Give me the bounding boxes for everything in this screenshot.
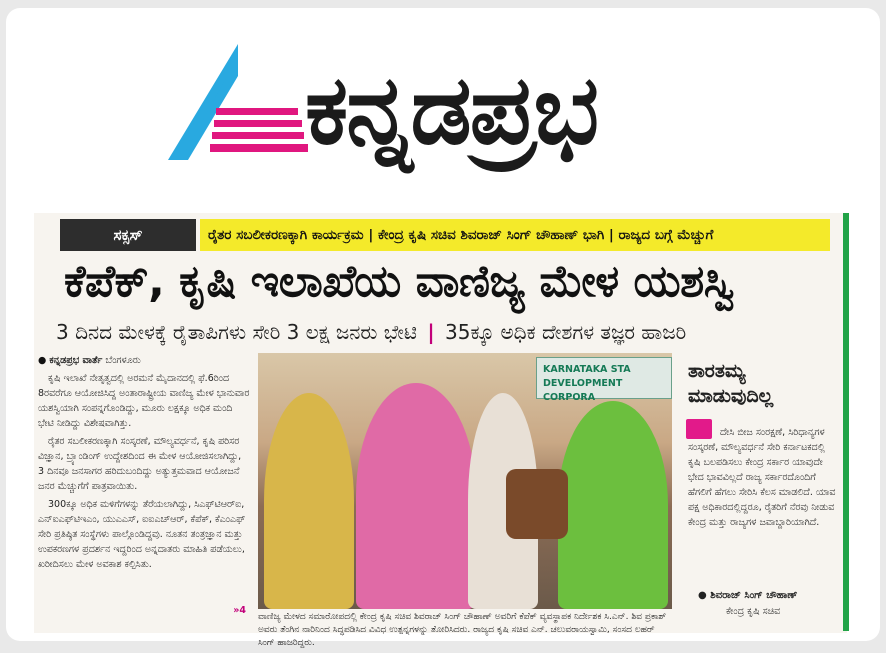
sidebar-signature: ● ಶಿವರಾಜ್ ಸಿಂಗ್ ಚೌಹಾಣ್ (698, 590, 798, 601)
continued-marker: »4 (233, 605, 246, 616)
article-body (38, 353, 250, 628)
sidebar-body: ದೇಸಿ ಬೀಜ ಸಂರಕ್ಷಣೆ, ಸಿರಿಧಾನ್ಯಗಳ ಸಂಸ್ಕರಣೆ, ಮೌಲ್ಯವರ್ಧನೆ ಸೇರಿ ಕರ್ನಾಟಕದಲ್ಲಿ ಕೃಷಿ ಬಲಪಡಿಸಲು ಕೇಂದ್ರ ಸರ್ಕಾರ ಯಾವುದೇ ಭೇದ ಭಾವವಿಲ್ಲದೆ ರಾಜ್ಯ ಸರ್ಕಾರದೊಂದಿಗೆ ಹೆಗಲಿಗೆ ಹೆಗಲು ಸೇರಿಸಿ ಕೆಲಸ ಮಾಡಲಿದೆ. ಯಾವ ಪಕ್ಷ ಅಧಿಕಾರದಲ್ಲಿದ್ದರೂ, ರೈತರಿಗೆ ನೆರವು ನೀಡುವ ಕೇಂದ್ರ ಮತ್ತು ರಾಜ್ಯಗಳ ಜವಾಬ್ದಾರಿಯಾಗಿದೆ. (688, 427, 836, 528)
green-rule (843, 213, 849, 631)
kicker-tag: ಸಕ್ಸಸ್ (60, 219, 196, 251)
news-photo (258, 353, 672, 609)
headline: ಕೆಪೆಕ್, ಕೃಷಿ ಇಲಾಖೆಯ ವಾಣಿಜ್ಯ ಮೇಳ ಯಶಸ್ವಿ (64, 256, 735, 307)
newspaper-clipping (34, 213, 847, 648)
byline: ಕನ್ನಡಪ್ರಭ ವಾರ್ತೆ (49, 355, 103, 366)
photo-banner (536, 357, 672, 403)
kicker-text: ರೈತರ ಸಬಲೀಕರಣಕ್ಕಾಗಿ ಕಾರ್ಯಕ್ರಮ | ಕೇಂದ್ರ ಕೃಷಿ ಸಚಿವ ಶಿವರಾಜ್ ಸಿಂಗ್ ಚೌಹಾಣ್ ಭಾಗಿ | ರಾಜ್ಯದ ಬಗ್ಗೆ ಮೆಚ್ಚುಗೆ (200, 219, 830, 251)
paragraph-3: 300ಕ್ಕೂ ಅಧಿಕ ಮಳಿಗೆಗಳನ್ನು ತೆರೆಯಲಾಗಿದ್ದು, ಸಿಎಫ್‌ಟಿಆರ್‌ಐ, ಎನ್‌ಐಎಫ್‌ಟಿಇಎಂ, ಯುಎಎಸ್, ಐಐಎಚ್‌ಆರ್, ಕೆಪೆಕ್, ಕೆಎಂಎಫ್ ಸೇರಿ ಪ್ರತಿಷ್ಠಿತ ಸಂಸ್ಥೆಗಳು ಪಾಲ್ಗೊಂಡಿದ್ದವು. ನೂತನ ತಂತ್ರಜ್ಞಾನ ಮತ್ತು ಉಪಕರಣಗಳ ಪ್ರದರ್ಶನ ಇದ್ದರಿಂದ ಅನ್ನದಾತರು ಮಾಹಿತಿ ಪಡೆಯಲು, ಖರೀದಿಸಲು ಮೇಳ ಅವಕಾಶ ಕಲ್ಪಿಸಿತು. (38, 499, 246, 570)
kicker-row (34, 219, 834, 251)
person-center (356, 383, 476, 609)
subhead-part2: 35ಕ್ಕೂ ಅಧಿಕ ದೇಶಗಳ ತಜ್ಞರ ಹಾಜರಿ (445, 320, 687, 344)
paragraph-2: ರೈತರ ಸಬಲೀಕರಣಕ್ಕಾಗಿ ಸಂಸ್ಕರಣೆ, ಮೌಲ್ಯವರ್ಧನೆ, ಕೃಷಿ ಪರಿಸರ ವಿಜ್ಞಾನ, ಬ್ರ್ಯಾಂಡಿಂಗ್ ಉದ್ದೇಶದಿಂದ ಈ ಮೇಳ ಆಯೋಜಿಸಲಾಗಿದ್ದು, 3 ದಿನವೂ ಜನಸಾಗರ ಹರಿದುಬಂದಿದ್ದು ಅತ್ಯುತ್ತಮವಾದ ಆಯೋಜನೆ ಜನರ ಮೆಚ್ಚುಗೆಗೆ ಪಾತ್ರವಾಯಿತು. (38, 436, 242, 492)
sidebar-quote (678, 353, 846, 628)
dateline: ಬೆಂಗಳೂರು (105, 355, 141, 366)
sidebar-role: ಕೇಂದ್ರ ಕೃಷಿ ಸಚಿವ (726, 606, 781, 617)
subhead-part1: 3 ದಿನದ ಮೇಳಕ್ಕೆ ರೈತಾಪಿಗಳು ಸೇರಿ 3 ಲಕ್ಷ ಜನರು ಭೇಟಿ (56, 320, 417, 344)
sidebar-title-line1: ತಾರತಮ್ಯ (688, 360, 746, 382)
sidebar-title-line2: ಮಾಡುವುದಿಲ್ಲ (688, 385, 774, 407)
sidebar-title (688, 359, 846, 409)
photo-caption: ವಾಣಿಜ್ಯ ಮೇಳದ ಸಮಾರೋಪದಲ್ಲಿ ಕೇಂದ್ರ ಕೃಷಿ ಸಚಿವ ಶಿವರಾಜ್ ಸಿಂಗ್ ಚೌಹಾಣ್ ಅವರಿಗೆ ಕೆಪೆಕ್ ವ್ಯವಸ್ಥಾಪಕ ನಿರ್ದೇಶಕ ಸಿ.ಎನ್. ಶಿವ ಪ್ರಕಾಶ್ ಅವರು ತೆಂಗಿನ ನಾರಿನಿಂದ ಸಿದ್ಧಪಡಿಸಿದ ವಿವಿಧ ಉತ್ಪನ್ನಗಳನ್ನು ತೋರಿಸಿದರು. ರಾಜ್ಯದ ಕೃಷಿ ಸಚಿವ ಎನ್. ಚಲುವರಾಯಸ್ವಾಮಿ, ಸಂಸದ ಲಹರ್ ಸಿಂಗ್ ಹಾಜರಿದ್ದರು. (258, 612, 667, 648)
subhead-separator: | (427, 320, 435, 344)
brand-logo-icon (168, 44, 308, 160)
signature-name: ಶಿವರಾಜ್ ಸಿಂಗ್ ಚೌಹಾಣ್ (710, 590, 798, 601)
bullet-icon: ● (38, 355, 50, 366)
person-left (264, 393, 354, 609)
photo-banner-line2: DEVELOPMENT CORPORA (543, 378, 623, 403)
brand-name: ಕನ್ನಡಪ್ರಭ (305, 54, 598, 166)
photo-banner-line1: KARNATAKA STA (543, 364, 631, 375)
paragraph-1: ಕೃಷಿ ಇಲಾಖೆ ನೇತೃತ್ವದಲ್ಲಿ ಅರಮನೆ ಮೈದಾನದಲ್ಲಿ ಫೆ.6ರಿಂದ 8ರವರೆಗೂ ಆಯೋಜಿಸಿದ್ದ ಅಂತಾರಾಷ್ಟ್ರೀಯ ವಾಣಿಜ್ಯ ಮೇಳ ಭಾನುವಾರ ಯಶಸ್ವಿಯಾಗಿ ಸಂಪನ್ನಗೊಂಡಿದ್ದು, ಮೂರು ಲಕ್ಷಕ್ಕೂ ಅಧಿಕ ಮಂದಿ ಭೇಟಿ ನೀಡಿದ್ದು ವಿಶೇಷವಾಗಿತ್ತು. (38, 373, 250, 429)
coir-pot (506, 469, 568, 539)
person-right (558, 401, 668, 609)
subhead (56, 318, 846, 346)
